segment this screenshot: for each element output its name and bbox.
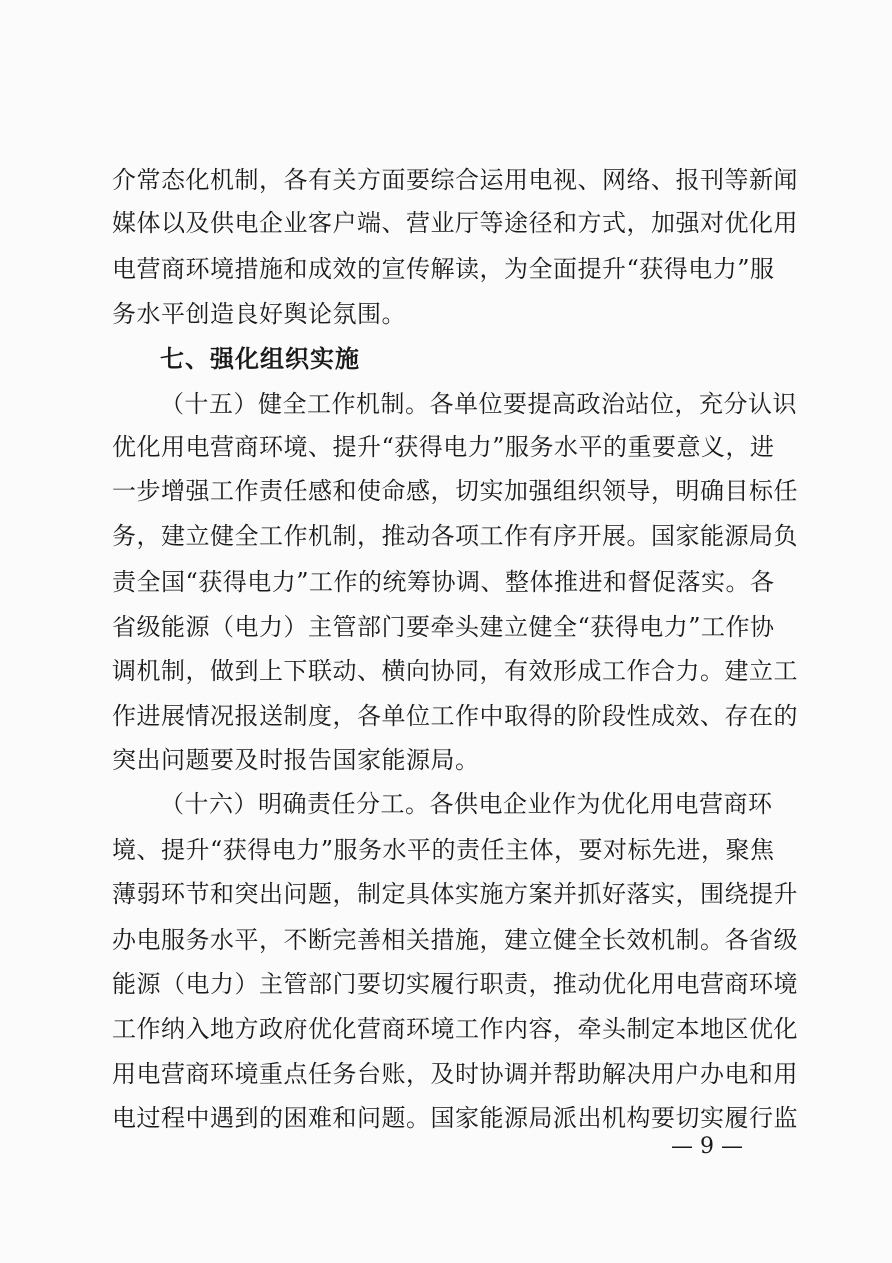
text-line: 责全国“获得电力”工作的统筹协调、整体推进和督促落实。各 — [112, 568, 775, 596]
page-number: — 9 — — [671, 1134, 743, 1159]
text-line: 调机制，做到上下联动、横向协同，有效形成工作合力。建立工 — [112, 657, 798, 685]
text-line: 省级能源（电力）主管部门要牵头建立健全“获得电力”工作协 — [112, 613, 775, 641]
text-line: 务水平创造良好舆论氛围。 — [112, 300, 406, 328]
text-line: 务，建立健全工作机制，推动各项工作有序开展。国家能源局负 — [112, 522, 798, 550]
text-line: 突出问题要及时报告国家能源局。 — [112, 746, 480, 774]
text-line: 一步增强工作责任感和使命感，切实加强组织领导，明确目标任 — [112, 477, 798, 505]
text-line: 工作纳入地方政府优化营商环境工作内容，牵头制定本地区优化 — [112, 1015, 798, 1043]
text-line: 能源（电力）主管部门要切实履行职责，推动优化用电营商环境 — [112, 970, 798, 998]
text-line: 介常态化机制，各有关方面要综合运用电视、网络、报刊等新闻 — [112, 166, 798, 194]
text-line: 电过程中遇到的困难和问题。国家能源局派出机构要切实履行监 — [112, 1104, 798, 1132]
paragraph-first-line: （十五）健全工作机制。各单位要提高政治站位，充分认识 — [160, 390, 797, 418]
text-line: 电营商环境措施和成效的宣传解读，为全面提升“获得电力”服 — [112, 255, 775, 283]
text-line: 用电营商环境重点任务台账，及时协调并帮助解决用户办电和用 — [112, 1060, 798, 1088]
text-line: 媒体以及供电企业客户端、营业厅等途径和方式，加强对优化用 — [112, 209, 798, 237]
text-line: 优化用电营商环境、提升“获得电力”服务水平的重要意义，进 — [112, 433, 775, 461]
text-line: 薄弱环节和突出问题，制定具体实施方案并抓好落实，围绕提升 — [112, 880, 798, 908]
text-line: 办电服务水平，不断完善相关措施，建立健全长效机制。各省级 — [112, 926, 798, 954]
section-heading: 七、强化组织实施 — [160, 345, 360, 373]
paragraph-first-line: （十六）明确责任分工。各供电企业作为优化用电营商环 — [160, 790, 773, 818]
text-line: 作进展情况报送制度，各单位工作中取得的阶段性成效、存在的 — [112, 702, 798, 730]
text-line: 境、提升“获得电力”服务水平的责任主体，要对标先进，聚焦 — [112, 836, 775, 864]
